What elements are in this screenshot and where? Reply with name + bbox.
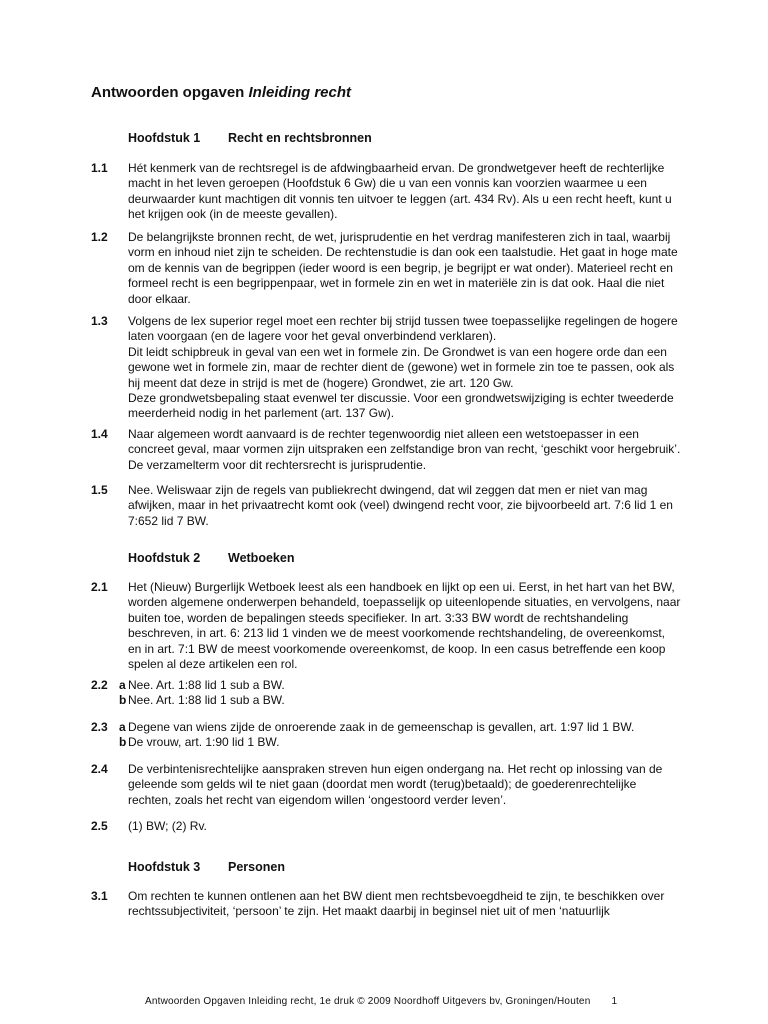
sub-answer-a [119, 720, 681, 735]
title-italic: Inleiding recht [248, 84, 352, 101]
document-title [91, 84, 351, 101]
answer-2-1 [91, 580, 681, 672]
answer-number: 1.1 [91, 161, 108, 175]
answer-2-5 [91, 819, 681, 834]
answer-1-1 [91, 161, 681, 223]
answer-text: Naar algemeen wordt aanvaard is de rechter tegenwoordig niet alleen een wetstoepasser in een concreet geval, maar vormen zijn uitspraken een zelfstandige bron van recht, ‘geschikt voor hergebruik’. De verzamelterm voor dit rechtersrecht is jurisprudentie. [128, 427, 681, 472]
answer-number: 2.2 [91, 678, 108, 692]
page-number: 1 [611, 996, 618, 1007]
sub-answer-b [119, 735, 681, 750]
chapter-label: Hoofdstuk 1 [128, 131, 201, 145]
answer-text: Hét kenmerk van de rechtsregel is de afdwingbaarheid ervan. De grondwetgever heeft de rechterlijke macht in het leven geroepen (Hoofdstuk 6 Gw) die u van een vonnis kan voorzien waarmee u een deurwaarder kunt machtigen dit vonnis ten uitvoer te leggen (art. 434 Rv). Als u een recht heeft, kunt u het krijgen ook (in de meeste gevallen). [128, 161, 672, 222]
sub-answer-text: Degene van wiens zijde de onroerende zaak in de gemeenschap is gevallen, art. 1:97 lid 1 BW. [128, 720, 635, 734]
chapter-title: Recht en rechtsbronnen [228, 131, 372, 145]
chapter-heading-2 [128, 551, 295, 565]
sub-answer-a [119, 678, 681, 693]
chapter-label: Hoofdstuk 3 [128, 860, 201, 874]
answer-number: 1.5 [91, 483, 108, 497]
answer-number: 2.4 [91, 762, 108, 776]
answer-2-2 [91, 678, 681, 709]
answer-1-3 [91, 314, 681, 422]
answer-2-3 [91, 720, 681, 751]
sub-answer-text: De vrouw, art. 1:90 lid 1 BW. [128, 735, 280, 750]
chapter-heading-3 [128, 860, 285, 874]
sub-letter: a [119, 720, 126, 734]
answer-text: (1) BW; (2) Rv. [128, 819, 207, 833]
chapter-title: Wetboeken [228, 551, 295, 565]
sub-answer-text: Nee. Art. 1:88 lid 1 sub a BW. [128, 678, 285, 692]
answer-1-4 [91, 427, 681, 473]
answer-3-1 [91, 889, 681, 920]
sub-answer-text: Nee. Art. 1:88 lid 1 sub a BW. [128, 693, 285, 708]
sub-letter: b [119, 693, 127, 708]
answer-number: 3.1 [91, 889, 108, 903]
answer-text: De verbintenisrechtelijke aanspraken streven hun eigen ondergang na. Het recht op inlossing van de geleende som gelds wil te niet gaan (doordat men wordt (terug)betaald); de goederenrechtelijke rechten, zoals het recht van eigendom willen ‘ongestoord verder leven’. [128, 762, 663, 807]
sub-answer-b [119, 693, 681, 708]
answer-paragraph-1: Volgens de lex superior regel moet een rechter bij strijd tussen twee toepasselijke regelingen de hogere laten voorgaan (en de lagere voor het geval onverbindend verklaren). [128, 314, 678, 344]
answer-number: 1.4 [91, 427, 108, 441]
chapter-heading-1 [128, 131, 372, 145]
answer-paragraph-3: Deze grondwetsbepaling staat evenwel ter discussie. Voor een grondwetswijziging is echter tweederde meerderheid nodig in het parlement (art. 137 Gw). [128, 391, 674, 421]
footer-text: Antwoorden Opgaven Inleiding recht, 1e druk © 2009 Noordhoff Uitgevers bv, Groningen/Houten [145, 996, 591, 1007]
answer-number: 2.1 [91, 580, 108, 594]
answer-2-4 [91, 762, 681, 808]
answer-text: Nee. Weliswaar zijn de regels van publiekrecht dwingend, dat wil zeggen dat men er niet van mag afwijken, maar in het privaatrecht komt ook (veel) dwingend recht voor, zie bijvoorbeeld art. 7:6 lid 1 en 7:652 lid 7 BW. [128, 483, 673, 528]
chapter-label: Hoofdstuk 2 [128, 551, 201, 565]
answer-number: 1.3 [91, 314, 108, 328]
title-prefix: Antwoorden opgaven [91, 84, 245, 101]
answer-text: De belangrijkste bronnen recht, de wet, jurisprudentie en het verdrag manifesteren zich in taal, waarbij vorm en inhoud niet zijn te scheiden. De rechtenstudie is dan ook een taalstudie. Het gaat in hoge mate om de kennis van de begrippen (ieder woord is een begrip, je begrijpt er wat onder). Materieel recht en formeel recht is een begrippenpaar, wet in formele zin en wet in materiële zin is dat ook. Haal die niet door elkaar. [128, 230, 678, 306]
page-footer [145, 996, 617, 1007]
sub-letter: a [119, 678, 126, 692]
answer-number: 2.3 [91, 720, 108, 734]
answer-1-5 [91, 483, 681, 529]
answer-number: 2.5 [91, 819, 108, 833]
chapter-title: Personen [228, 860, 285, 874]
answer-1-2 [91, 230, 681, 307]
answer-number: 1.2 [91, 230, 108, 244]
answer-text: Om rechten te kunnen ontlenen aan het BW dient men rechtsbevoegdheid te zijn, te beschikken over rechtssubjectiviteit, ‘persoon’ te zijn. Het maakt daarbij in beginsel niet uit of men ‘natuurlijk [128, 889, 665, 919]
answer-text: Het (Nieuw) Burgerlijk Wetboek leest als een handboek en lijkt op een ui. Eerst, in het hart van het BW, worden algemene onderwerpen behandeld, toepasselijk op uiteenlopende situaties, en vervolgens, naar buiten toe, worden de bepalingen steeds specifieker. In art. 3:33 BW wordt de rechtshandeling beschreven, in art. 6: 213 lid 1 vinden we de meest voorkomende rechtshandeling, de overeenkomst, en in art. 7:1 BW de meest voorkomende overeenkomst, de koop. In een casus betreffende een koop spelen al deze artikelen een rol. [128, 580, 681, 672]
sub-letter: b [119, 735, 127, 750]
answer-paragraph-2: Dit leidt schipbreuk in geval van een wet in formele zin. De Grondwet is van een hogere orde dan een gewone wet in formele zin, maar de rechter dient de (gewone) wet in formele zin toe te passen, ook als hij meent dat deze in strijd is met de (hogere) Grondwet, zie art. 120 Gw. [128, 344, 675, 390]
